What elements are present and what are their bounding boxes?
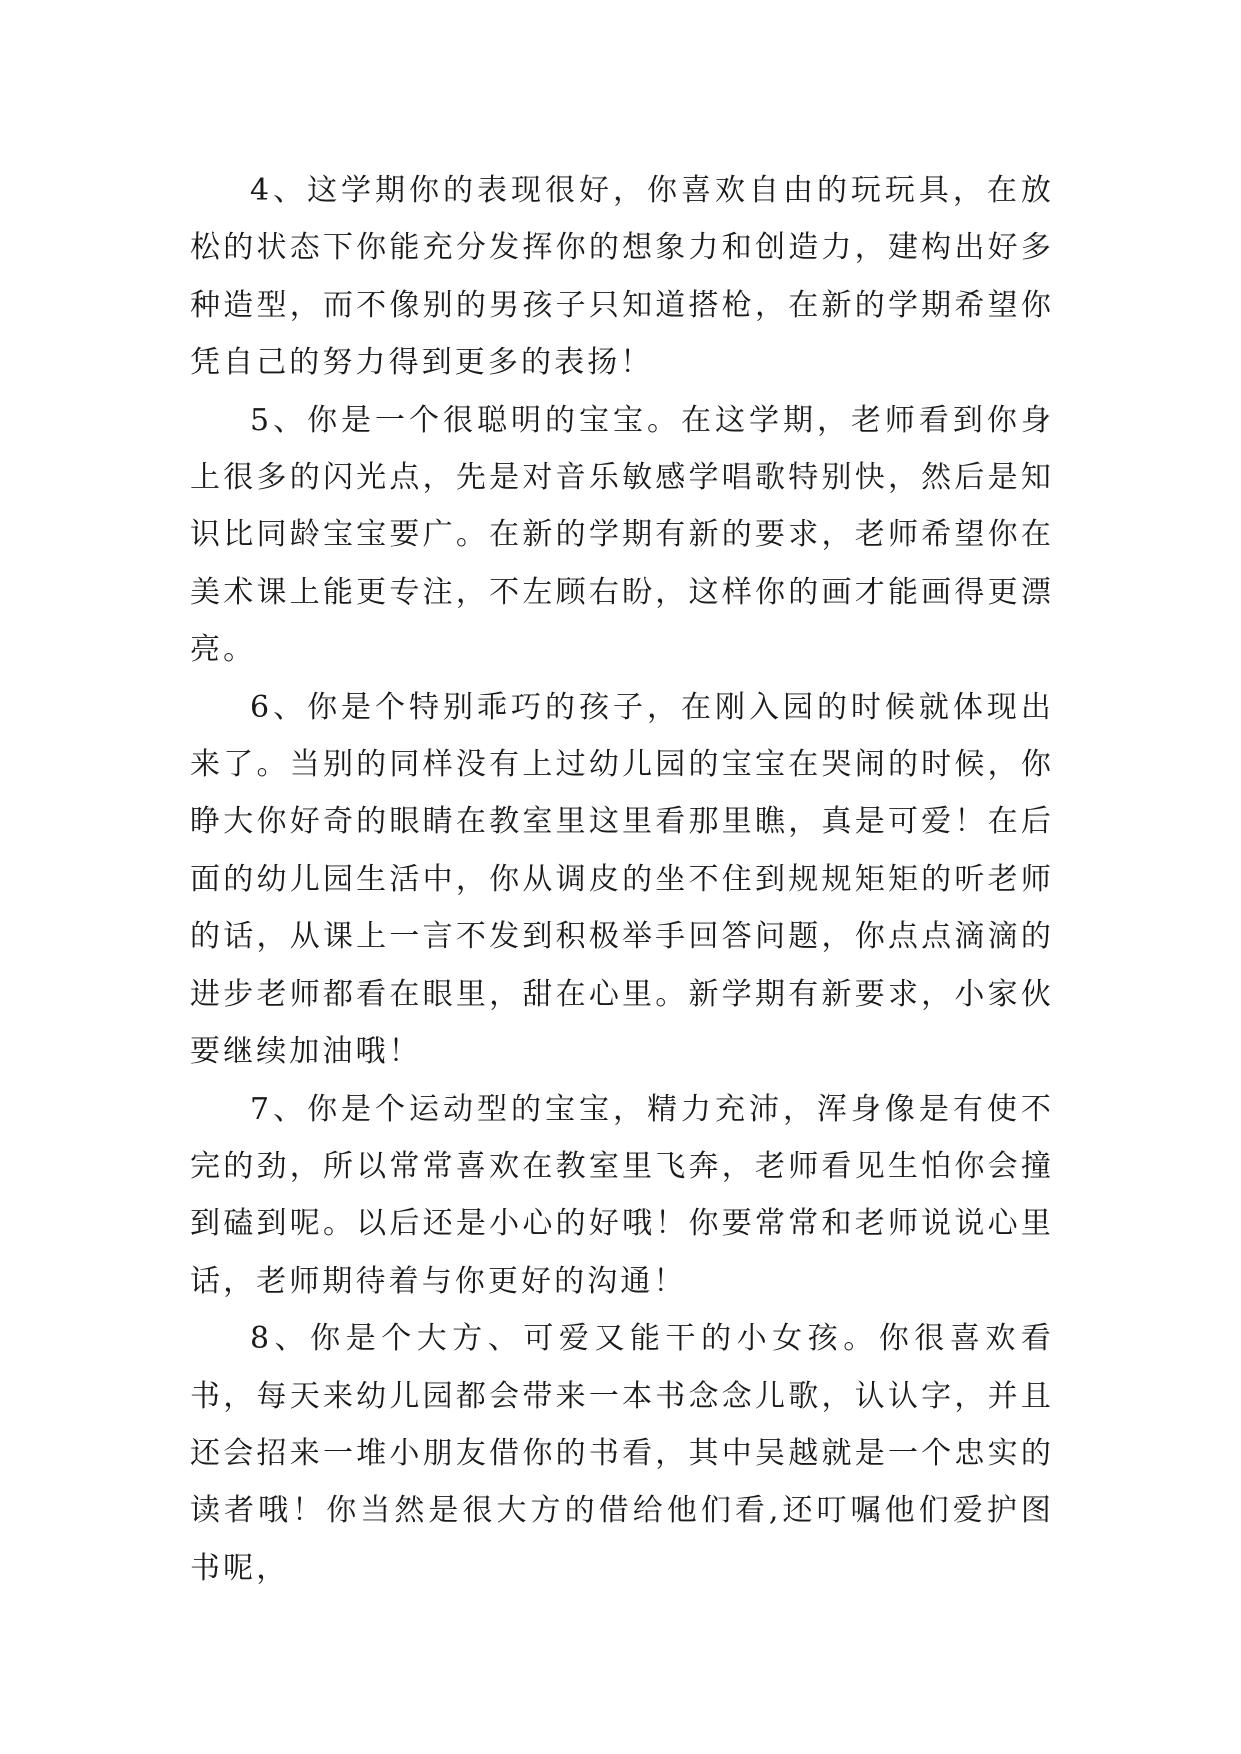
- paragraph-6: 6、你是个特别乖巧的孩子，在刚入园的时候就体现出来了。当别的同样没有上过幼儿园的宝宝在哭闹的时候，你睁大你好奇的眼睛在教室里这里看那里瞧，真是可爱！在后面的幼儿园生活中，你从调皮的坐不住到规规矩矩的听老师的话，从课上一言不发到积极举手回答问题，你点点滴滴的进步老师都看在眼里，甜在心里。新学期有新要求，小家伙要继续加油哦！: [190, 689, 1054, 1070]
- document-page: [190, 162, 1054, 1597]
- paragraph-8: 8、你是个大方、可爱又能干的小女孩。你很喜欢看书，每天来幼儿园都会带来一本书念念儿歌，认认字，并且还会招来一堆小朋友借你的书看，其中吴越就是一个忠实的读者哦！你当然是很大方的借给他们看,还叮嘱他们爱护图书呢，: [190, 1321, 1054, 1586]
- paragraph-5: 5、你是一个很聪明的宝宝。在这学期，老师看到你身上很多的闪光点，先是对音乐敏感学唱歌特别快，然后是知识比同龄宝宝要广。在新的学期有新的要求，老师希望你在美术课上能更专注，不左顾右盼，这样你的画才能画得更漂亮。: [190, 402, 1054, 668]
- paragraph-4: 4、这学期你的表现很好，你喜欢自由的玩玩具，在放松的状态下你能充分发挥你的想象力和创造力，建构出好多种造型，而不像别的男孩子只知道搭枪，在新的学期希望你凭自己的努力得到更多的表扬！: [190, 173, 1054, 381]
- paragraph-7: 7、你是个运动型的宝宝，精力充沛，浑身像是有使不完的劲，所以常常喜欢在教室里飞奔，老师看见生怕你会撞到磕到呢。以后还是小心的好哦！你要常常和老师说说心里话，老师期待着与你更好的沟通！: [190, 1091, 1054, 1299]
